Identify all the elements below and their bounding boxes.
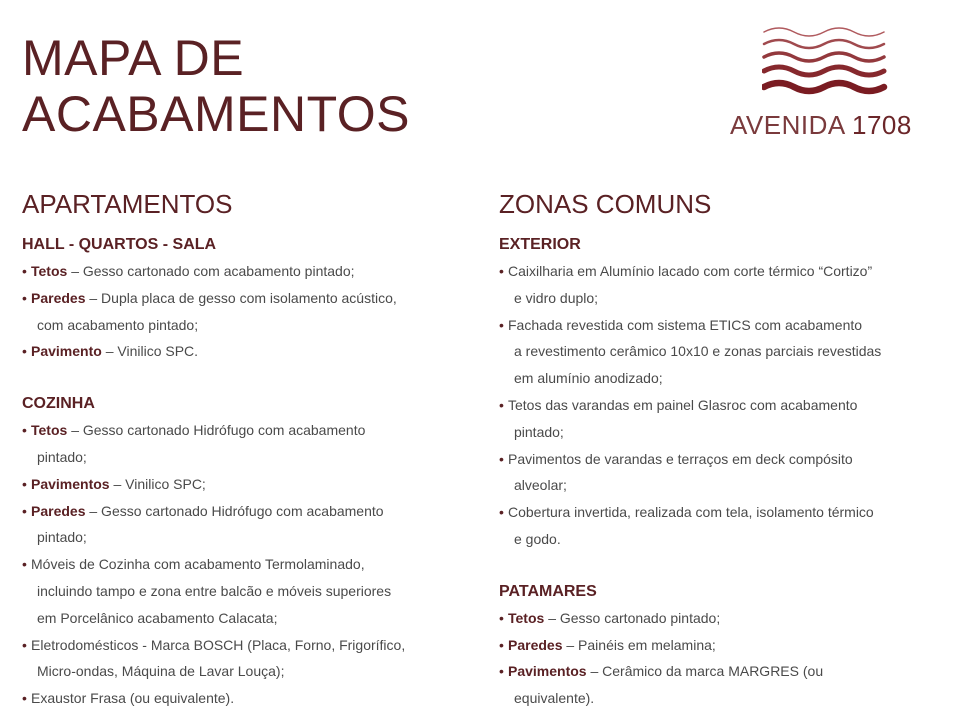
item-text: Fachada revestida com sistema ETICS com acabamento [508, 316, 863, 333]
list-item [22, 285, 472, 339]
group-spacer [499, 553, 939, 579]
item-continuation: a revestimento cerâmico 10x10 e zonas parciais revestidas [514, 343, 882, 360]
group-title: PATAMARES [499, 582, 597, 600]
page-title [22, 30, 410, 142]
item-first-line [31, 471, 472, 498]
title-line-1: MAPA DE [22, 30, 245, 86]
item-label: Paredes [31, 289, 86, 306]
item-first-line [508, 499, 939, 526]
item-text: Pavimentos de varandas e terraços em deck compósito [508, 450, 853, 467]
item-first-line [31, 632, 472, 659]
item-first-line [508, 605, 939, 632]
list-item [499, 258, 939, 312]
item-continuation: equivalente). [514, 690, 595, 707]
group-spacer [22, 365, 472, 391]
list-item [22, 417, 472, 471]
item-first-line [508, 658, 939, 685]
bullet-icon: • [22, 343, 27, 360]
item-text: – Gesso cartonado Hidrófugo com acabamento [71, 422, 366, 439]
item-first-line [508, 392, 939, 419]
logo-wordmark [730, 110, 912, 141]
item-first-line [31, 285, 472, 312]
item-first-line [508, 312, 939, 339]
item-label: Paredes [31, 502, 86, 519]
list-item [499, 658, 939, 712]
item-text: – Gesso cartonado pintado; [548, 609, 721, 626]
item-text: Caixilharia em Alumínio lacado com corte térmico “Cortizo” [508, 263, 873, 279]
bullet-icon: • [499, 504, 504, 521]
item-text: – Gesso cartonado Hidrófugo com acabamento [89, 502, 384, 519]
item-first-line [31, 417, 472, 444]
item-label: Tetos [508, 609, 545, 626]
item-text: Tetos das varandas em painel Glasroc com acabamento [508, 396, 858, 413]
common-areas-column [499, 186, 939, 712]
item-text: – Vinilico SPC; [113, 475, 206, 492]
title-line-2: ACABAMENTOS [22, 86, 410, 142]
list-item [499, 605, 939, 632]
waves-logo-icon [762, 24, 890, 104]
item-text: Cobertura invertida, realizada com tela, isolamento térmico [508, 504, 874, 521]
item-label: Pavimento [31, 343, 102, 360]
item-first-line [31, 685, 472, 712]
bullet-icon: • [499, 316, 504, 333]
list-item [22, 551, 472, 631]
list-item [22, 498, 472, 552]
item-continuation: pintado; [37, 448, 87, 465]
bullet-icon: • [499, 450, 504, 467]
item-text: Exaustor Frasa (ou equivalente). [31, 690, 235, 707]
item-continuation: em alumínio anodizado; [514, 370, 663, 387]
item-first-line [31, 258, 472, 285]
item-continuation: em Porcelânico acabamento Calacata; [37, 609, 278, 626]
bullet-icon: • [22, 422, 27, 439]
bullet-icon: • [22, 289, 27, 306]
bullet-icon: • [22, 263, 27, 279]
list-item [22, 471, 472, 498]
brand-logo [726, 24, 926, 144]
item-first-line [508, 446, 939, 473]
list-item [499, 632, 939, 659]
list-item [22, 258, 472, 285]
item-text: Eletrodomésticos - Marca BOSCH (Placa, Forno, Frigorífico, [31, 636, 406, 653]
item-text: – Painéis em melamina; [566, 636, 716, 653]
item-continuation: alveolar; [514, 477, 567, 494]
list-item [499, 392, 939, 446]
item-continuation: Micro-ondas, Máquina de Lavar Louça); [37, 663, 285, 680]
item-continuation: pintado; [37, 529, 87, 546]
item-label: Pavimentos [31, 475, 110, 492]
item-label: Tetos [31, 422, 68, 439]
bullet-icon: • [499, 636, 504, 653]
list-item [499, 312, 939, 392]
item-first-line [31, 338, 472, 365]
item-continuation: pintado; [514, 423, 564, 440]
bullet-icon: • [499, 609, 504, 626]
item-first-line [508, 258, 939, 285]
item-continuation: incluindo tampo e zona entre balcão e móveis superiores [37, 582, 392, 599]
apartments-column [22, 186, 472, 712]
item-text: – Dupla placa de gesso com isolamento acústico, [89, 289, 397, 306]
item-text: – Vinilico SPC. [105, 343, 199, 360]
group-title: COZINHA [22, 395, 95, 413]
item-first-line [31, 498, 472, 525]
item-label: Tetos [31, 263, 68, 279]
item-first-line [508, 632, 939, 659]
bullet-icon: • [499, 263, 504, 279]
item-continuation: com acabamento pintado; [37, 316, 199, 333]
item-continuation: e vidro duplo; [514, 289, 599, 306]
bullet-icon: • [22, 556, 27, 573]
item-first-line [31, 551, 472, 578]
bullet-icon: • [22, 475, 27, 492]
list-item [22, 685, 472, 712]
section-title-apartments: APARTAMENTOS [22, 189, 233, 219]
group-title: HALL - QUARTOS - SALA [22, 236, 217, 253]
logo-name: AVENIDA [730, 110, 845, 140]
section-title-common-areas: ZONAS COMUNS [499, 189, 712, 219]
group-title: EXTERIOR [499, 236, 581, 253]
item-text: – Gesso cartonado com acabamento pintado; [71, 263, 355, 279]
list-item [22, 338, 472, 365]
bullet-icon: • [22, 636, 27, 653]
item-continuation: e godo. [514, 530, 561, 547]
list-item [22, 632, 472, 686]
item-label: Paredes [508, 636, 563, 653]
bullet-icon: • [22, 502, 27, 519]
list-item [499, 446, 939, 500]
bullet-icon: • [499, 663, 504, 680]
logo-number: 1708 [852, 110, 912, 140]
bullet-icon: • [499, 396, 504, 413]
item-label: Pavimentos [508, 663, 587, 680]
list-item [499, 499, 939, 553]
bullet-icon: • [22, 690, 27, 707]
item-text: – Cerâmico da marca MARGRES (ou [590, 663, 824, 680]
item-text: Móveis de Cozinha com acabamento Termolaminado, [31, 556, 365, 573]
